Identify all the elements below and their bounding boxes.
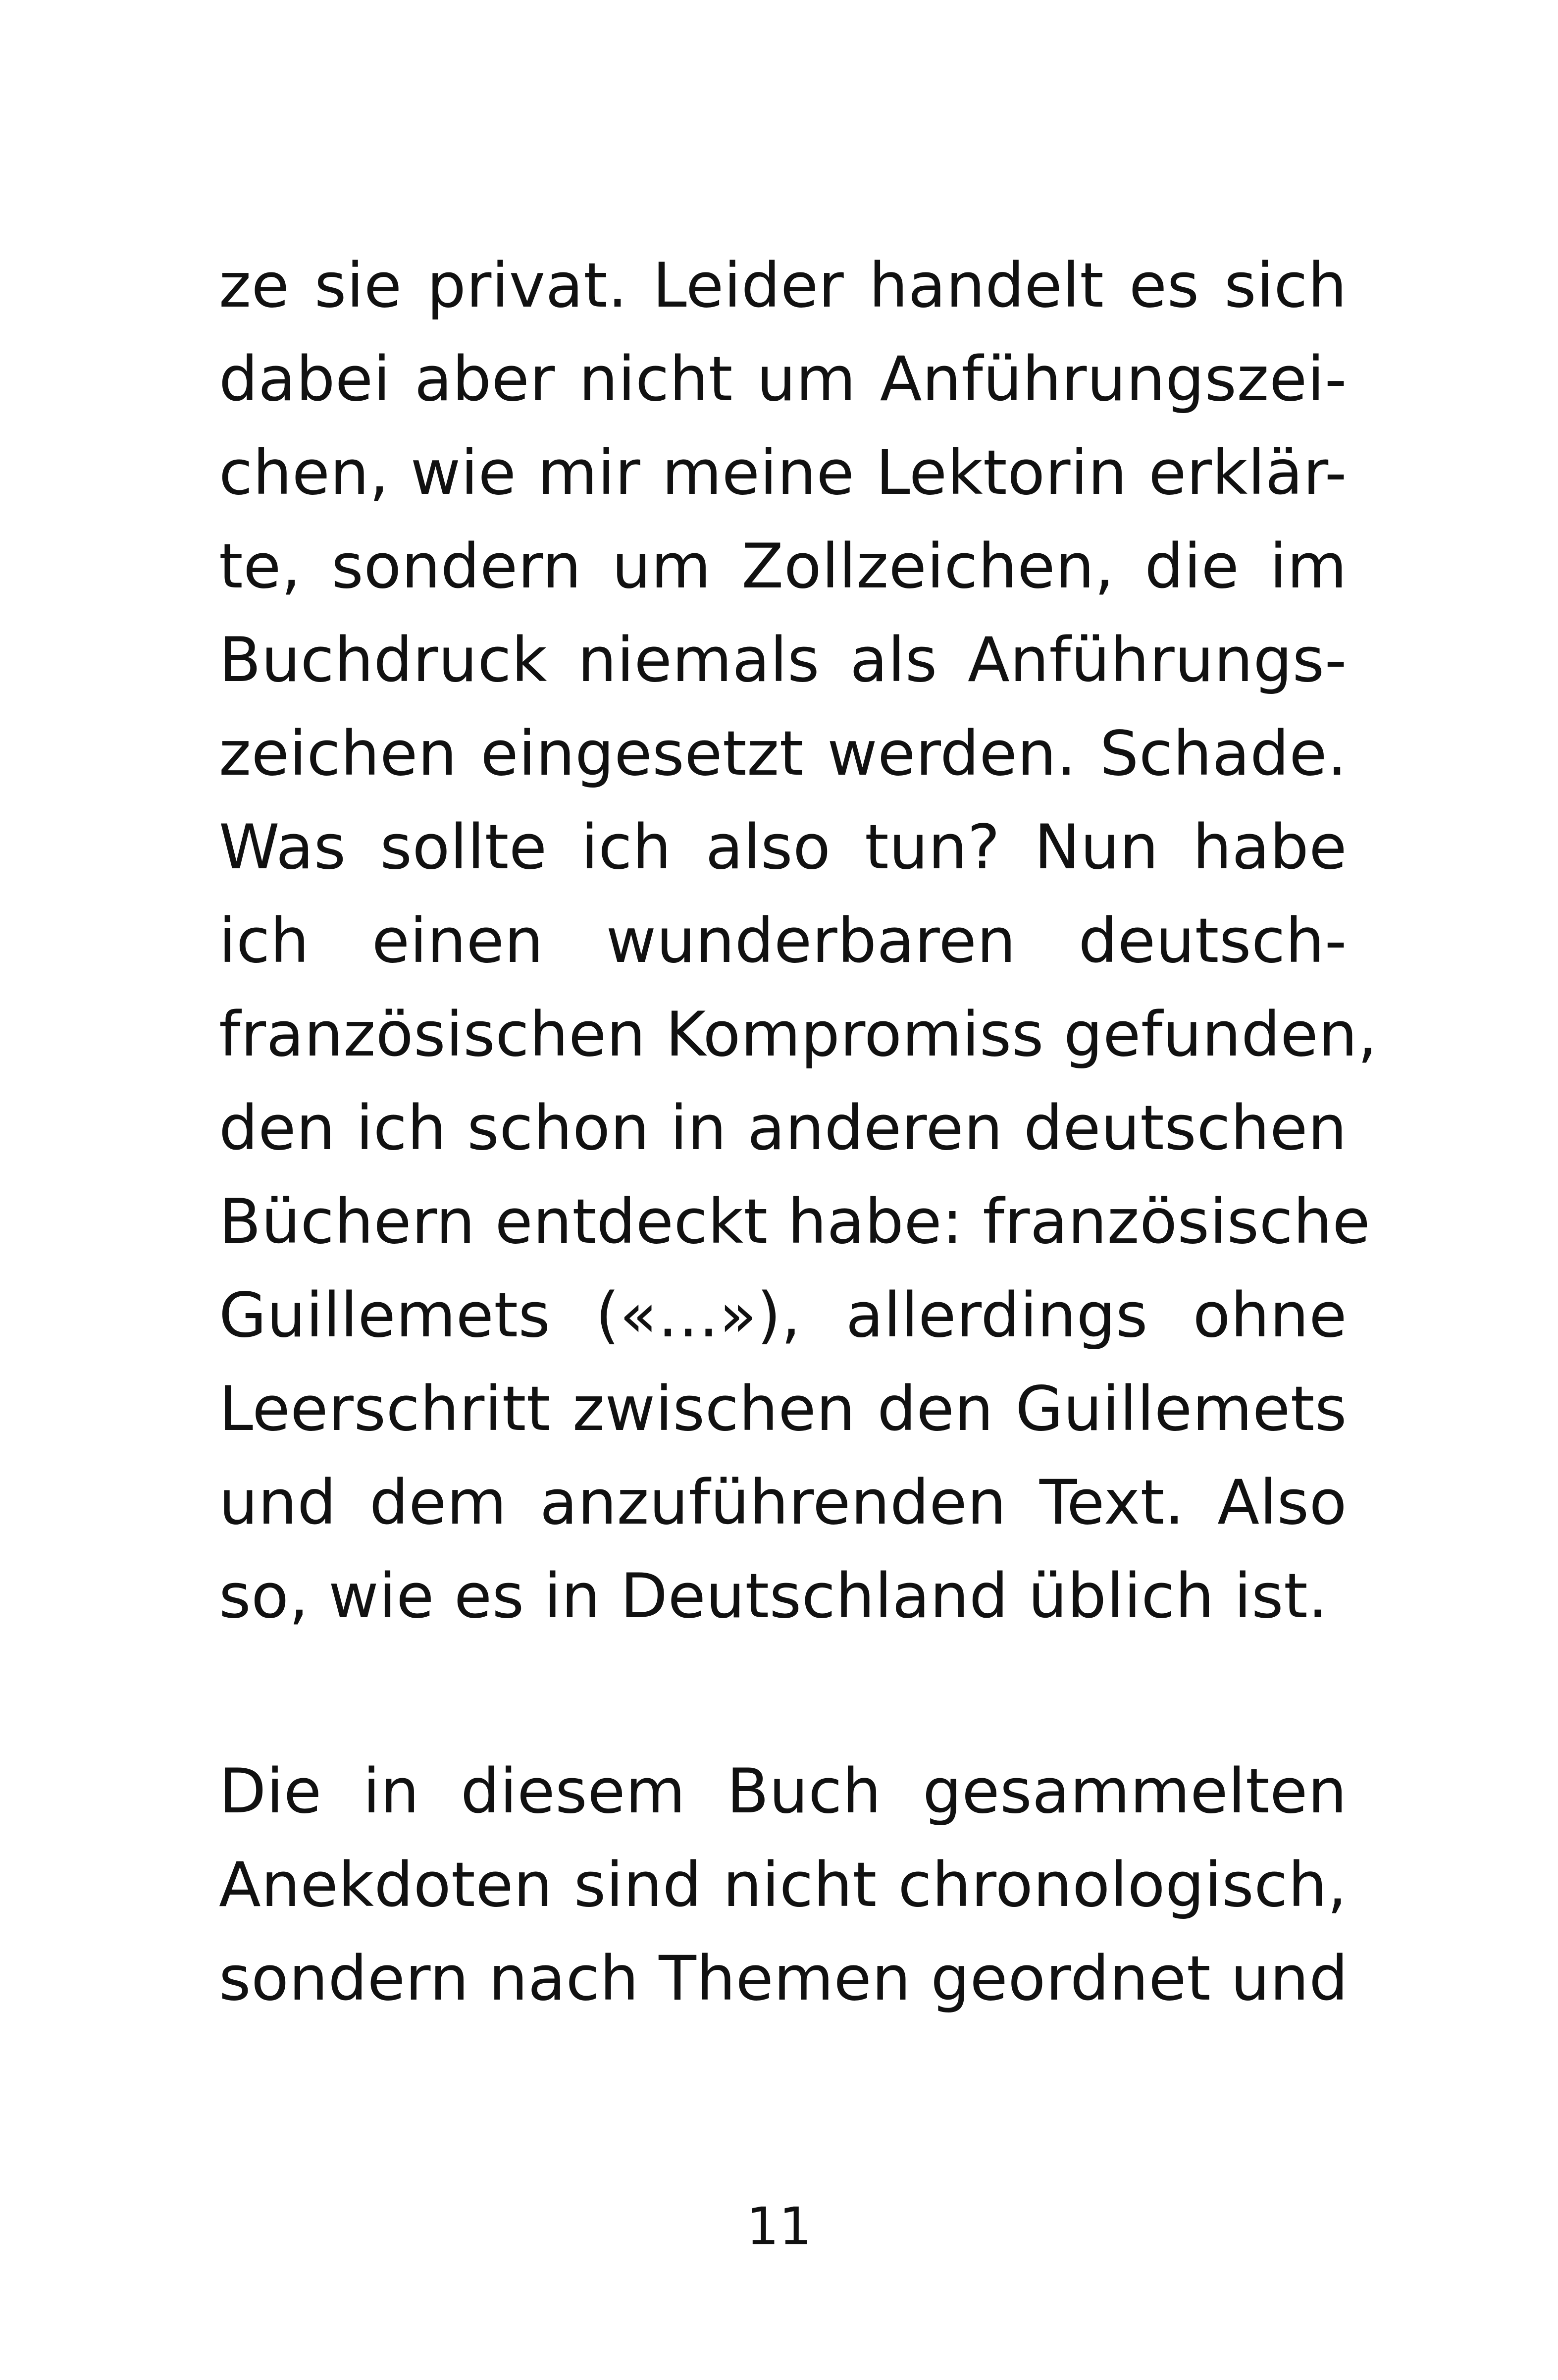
text-line: den ich schon in anderen deutschen	[219, 1093, 1347, 1164]
text-line: ich einen wunderbaren deutsch-	[219, 905, 1347, 977]
text-line: Was sollte ich also tun? Nun habe	[219, 812, 1347, 883]
text-line: so, wie es in Deutschland üblich ist.	[219, 1561, 1328, 1632]
text-line: Die in diesem Buch gesammelten	[219, 1756, 1347, 1827]
text-line: Büchern entdeckt habe: französische	[219, 1186, 1371, 1258]
text-line: Buchdruck niemals als Anführungs-	[219, 625, 1347, 696]
text-line: Guillemets («…»), allerdings ohne	[219, 1280, 1347, 1351]
text-line: und dem anzuführenden Text. Also	[219, 1467, 1347, 1538]
text-line: zeichen eingesetzt werden. Schade.	[219, 718, 1347, 790]
text-line: Leerschritt zwischen den Guillemets	[219, 1374, 1347, 1445]
paragraph-anecdotes	[219, 1745, 1347, 2026]
text-line: te, sondern um Zollzeichen, die im	[219, 531, 1347, 602]
text-line: Anekdoten sind nicht chronologisch,	[219, 1850, 1347, 1921]
text-line: chen, wie mir meine Lektorin erklär-	[219, 437, 1347, 509]
page-number: 11	[746, 2196, 812, 2257]
paragraph-quotation-marks	[219, 239, 1378, 1643]
text-line: ze sie privat. Leider handelt es sich	[219, 250, 1347, 321]
text-line: sondern nach Themen geordnet und	[219, 1943, 1349, 2014]
text-line: französischen Kompromiss gefunden,	[219, 999, 1378, 1070]
text-line: dabei aber nicht um Anführungszei-	[219, 344, 1347, 415]
